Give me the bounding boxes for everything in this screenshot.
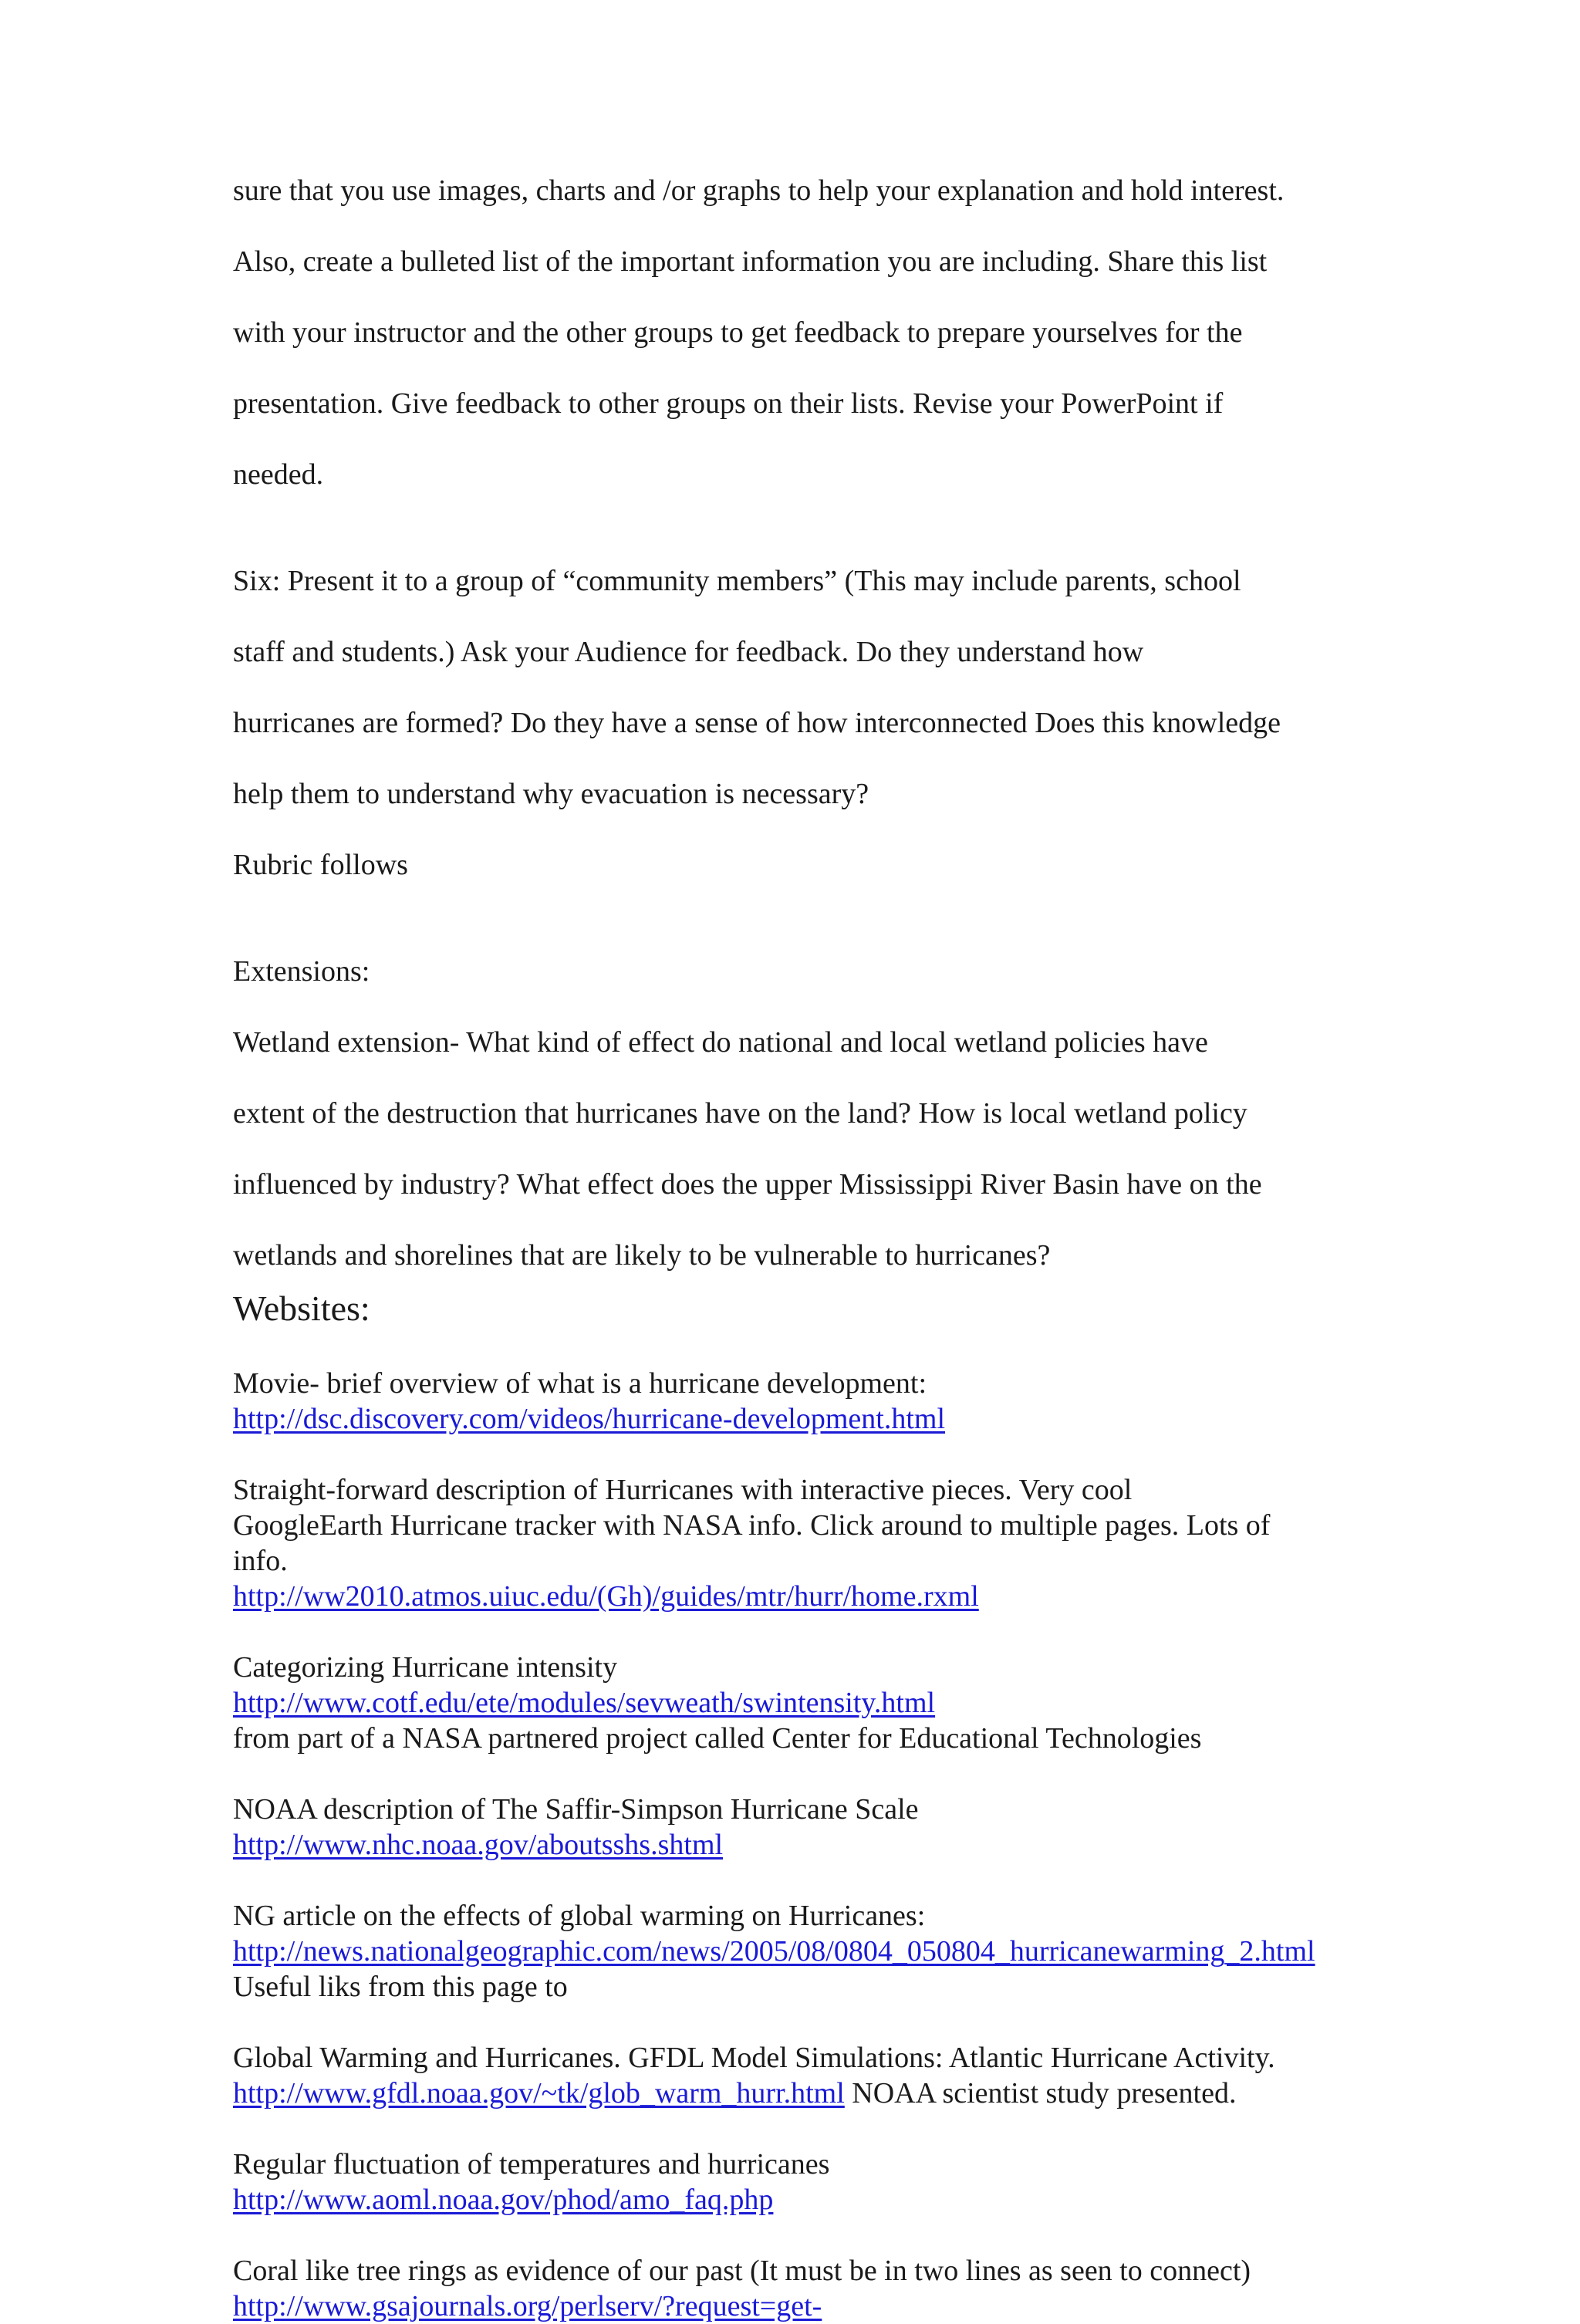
- step-six-paragraph: [233, 528, 1375, 812]
- website-description: Global Warming and Hurricanes. GFDL Model Simulations: Atlantic Hurricane Activity.: [233, 2042, 1275, 2074]
- paragraph-gap: [233, 883, 1375, 918]
- text-line: with your instructor and the other groups to get feedback to prepare yourselves for the: [233, 316, 1243, 349]
- paragraph-gap: [233, 812, 1375, 847]
- website-description: Movie- brief overview of what is a hurricane development:: [233, 1367, 927, 1400]
- paragraph-gap: [233, 1863, 1375, 1898]
- paragraph-gap: [233, 2005, 1375, 2040]
- text-line: Wetland extension- What kind of effect do national and local wetland policies have: [233, 1026, 1208, 1059]
- website-link-line: [233, 1579, 1375, 1614]
- website-entry: [233, 1366, 1375, 1437]
- websites-heading: Websites:: [233, 1289, 370, 1328]
- website-link[interactable]: http://www.aoml.noaa.gov/phod/amo_faq.php: [233, 2184, 774, 2216]
- website-link[interactable]: http://www.gfdl.noaa.gov/~tk/glob_warm_hurr.html: [233, 2077, 845, 2110]
- text-line: help them to understand why evacuation is necessary?: [233, 778, 869, 810]
- website-link-line: [233, 2289, 1375, 2324]
- website-entry: [233, 1650, 1375, 1756]
- text-line: sure that you use images, charts and /or graphs to help your explanation and hold interest.: [233, 174, 1285, 207]
- website-link[interactable]: http://www.nhc.noaa.gov/aboutsshs.shtml: [233, 1829, 724, 1861]
- website-link-line: [233, 1934, 1375, 2005]
- paragraph-gap: [233, 1614, 1375, 1650]
- text-line: wetlands and shorelines that are likely to be vulnerable to hurricanes?: [233, 1239, 1051, 1272]
- paragraph-gap: [233, 2111, 1375, 2147]
- paragraph-gap: [233, 1437, 1375, 1472]
- website-entry: [233, 1472, 1375, 1614]
- text-line: needed.: [233, 458, 324, 491]
- website-note: Useful liks from this page to: [233, 1971, 568, 2003]
- website-link[interactable]: http://dsc.discovery.com/videos/hurricane-development.html: [233, 1403, 946, 1435]
- extensions-paragraph: [233, 918, 1375, 1273]
- text-line: staff and students.) Ask your Audience for feedback. Do they understand how: [233, 636, 1144, 668]
- website-entry: [233, 2147, 1375, 2218]
- paragraph-gap: [233, 1330, 1375, 1366]
- paragraph-gap: [233, 2218, 1375, 2253]
- website-note: from part of a NASA partnered project called Center for Educational Technologies: [233, 1722, 1202, 1755]
- website-link[interactable]: http://news.nationalgeographic.com/news/2005/08/0804_050804_hurricanewarming_2.html: [233, 1935, 1315, 1968]
- extensions-heading: Extensions:: [233, 955, 370, 988]
- website-entry: [233, 1898, 1375, 2005]
- website-entry: [233, 2253, 1375, 2324]
- website-description: Categorizing Hurricane intensity: [233, 1651, 618, 1684]
- website-link-line: [233, 1401, 1375, 1437]
- website-entry: [233, 2040, 1375, 2111]
- text-line: hurricanes are formed? Do they have a sense of how interconnected Does this knowledge: [233, 707, 1281, 739]
- website-link[interactable]: http://ww2010.atmos.uiuc.edu/(Gh)/guides/mtr/hurr/home.rxml: [233, 1580, 979, 1613]
- website-description: Regular fluctuation of temperatures and hurricanes: [233, 2148, 830, 2180]
- website-entry: [233, 1792, 1375, 1863]
- rubric-note: Rubric follows: [233, 849, 408, 881]
- text-line: Six: Present it to a group of “community members” (This may include parents, school: [233, 565, 1241, 597]
- website-link-line: [233, 1827, 1375, 1863]
- website-description: Coral like tree rings as evidence of our past (It must be in two lines as seen to connect): [233, 2255, 1251, 2287]
- website-link-line: [233, 2076, 1375, 2111]
- text-line: presentation. Give feedback to other groups on their lists. Revise your PowerPoint if: [233, 387, 1224, 420]
- paragraph-gap: [233, 492, 1375, 528]
- website-description: Straight-forward description of Hurricanes with interactive pieces. Very cool GoogleEarth Hurricane tracker with NASA info. Click around to multiple pages. Lots of info.: [233, 1474, 1271, 1577]
- website-link[interactable]: http://www.cotf.edu/ete/modules/sevweath/swintensity.html: [233, 1687, 936, 1719]
- paragraph-gap: [233, 1756, 1375, 1792]
- text-line: Also, create a bulleted list of the important information you are including. Share this list: [233, 245, 1268, 278]
- website-note: NOAA scientist study presented.: [844, 2077, 1237, 2110]
- website-description: NG article on the effects of global warming on Hurricanes:: [233, 1900, 926, 1932]
- website-link-line: [233, 1685, 1375, 1721]
- website-link[interactable]: http://www.gsajournals.org/perlserv/?request=get-: [233, 2290, 822, 2322]
- website-link-line: [233, 2182, 1375, 2218]
- document-page: [233, 137, 1375, 2324]
- text-line: influenced by industry? What effect does the upper Mississippi River Basin have on the: [233, 1168, 1262, 1201]
- text-line: extent of the destruction that hurricanes have on the land? How is local wetland policy: [233, 1097, 1247, 1130]
- intro-paragraph: [233, 137, 1375, 492]
- website-description: NOAA description of The Saffir-Simpson Hurricane Scale: [233, 1793, 919, 1826]
